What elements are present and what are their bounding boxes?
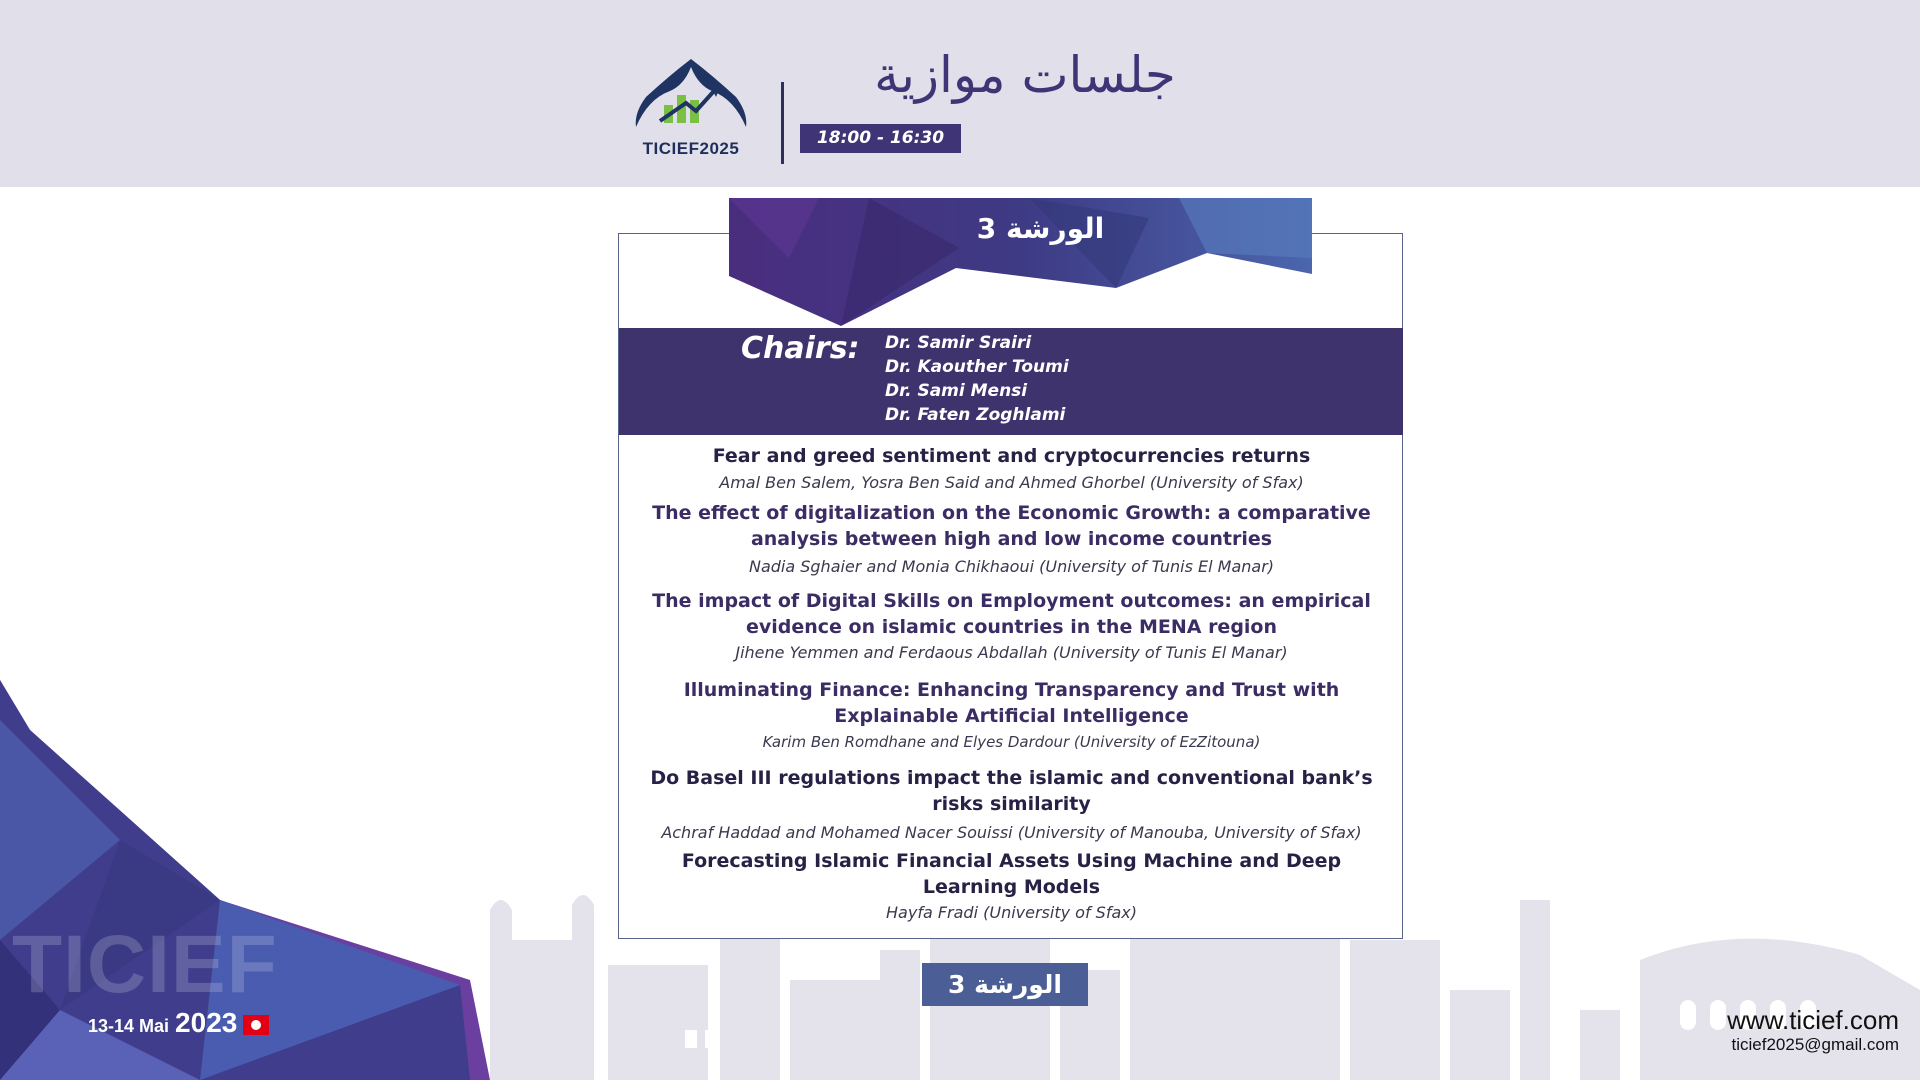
- logo-text: TICIEF2025: [642, 139, 740, 158]
- chair-name: Dr. Samir Srairi: [885, 333, 1032, 353]
- paper-authors: Amal Ben Salem, Yosra Ben Said and Ahmed Ghorbel (University of Sfax): [719, 473, 1304, 492]
- ticief-logo: [630, 55, 752, 165]
- tunisia-flag-icon: [243, 1015, 269, 1035]
- paper-title: Forecasting Islamic Financial Assets Using Machine and Deep Learning Models: [681, 850, 1342, 898]
- paper-title: Fear and greed sentiment and cryptocurrencies returns: [712, 445, 1311, 467]
- paper-item: [640, 500, 1383, 578]
- paper-item: [640, 588, 1383, 664]
- paper-item: [640, 677, 1383, 753]
- paper-authors: Achraf Haddad and Mohamed Nacer Souissi (University of Manouba, University of Sfax): [661, 823, 1362, 842]
- event-year: 2023: [175, 1007, 238, 1038]
- event-days: 13-14 Mai: [88, 1016, 170, 1036]
- paper-title: The effect of digitalization on the Economic Growth: a comparative analysis between high and low income countries: [652, 502, 1371, 550]
- paper-item: [640, 848, 1383, 924]
- website-link[interactable]: www.ticief.com: [1727, 1005, 1899, 1035]
- paper-item: [640, 443, 1383, 494]
- chair-name: Dr. Kaouther Toumi: [885, 357, 1069, 377]
- paper-authors: Hayfa Fradi (University of Sfax): [886, 903, 1137, 922]
- paper-authors: Karim Ben Romdhane and Elyes Dardour (University of EzZitouna): [762, 733, 1261, 751]
- contact-info: [1727, 1005, 1899, 1055]
- event-dates: [88, 1007, 269, 1039]
- workshop-title: الورشة 3: [976, 212, 1105, 245]
- chairs-label: Chairs:: [741, 331, 860, 366]
- dome-chart-icon: [630, 55, 752, 139]
- email-link[interactable]: ticief2025@gmail.com: [1731, 1035, 1899, 1054]
- header-divider: [781, 82, 784, 164]
- paper-title: Illuminating Finance: Enhancing Transparency and Trust with Explainable Artificial Intelligence: [683, 679, 1340, 727]
- session-time-badge: 18:00 - 16:30: [800, 124, 961, 153]
- papers-list: [640, 443, 1383, 924]
- paper-authors: Jihene Yemmen and Ferdaous Abdallah (University of Tunis El Manar): [735, 643, 1288, 662]
- chair-name: Dr. Faten Zoghlami: [885, 405, 1066, 425]
- paper-item: [640, 765, 1383, 844]
- corner-brand-watermark: TICIEF: [12, 919, 278, 1010]
- workshop-badge: الورشة 3: [922, 963, 1088, 1006]
- chairs-list: [885, 331, 1069, 427]
- page-title: جلسات موازية: [874, 46, 1176, 104]
- paper-authors: Nadia Sghaier and Monia Chikhaoui (University of Tunis El Manar): [748, 557, 1275, 576]
- paper-title: Do Basel III regulations impact the islamic and conventional bank’s risks similarity: [650, 767, 1373, 815]
- chair-name: Dr. Sami Mensi: [885, 381, 1028, 401]
- paper-title: The impact of Digital Skills on Employment outcomes: an empirical evidence on islamic countries in the MENA region: [652, 590, 1371, 638]
